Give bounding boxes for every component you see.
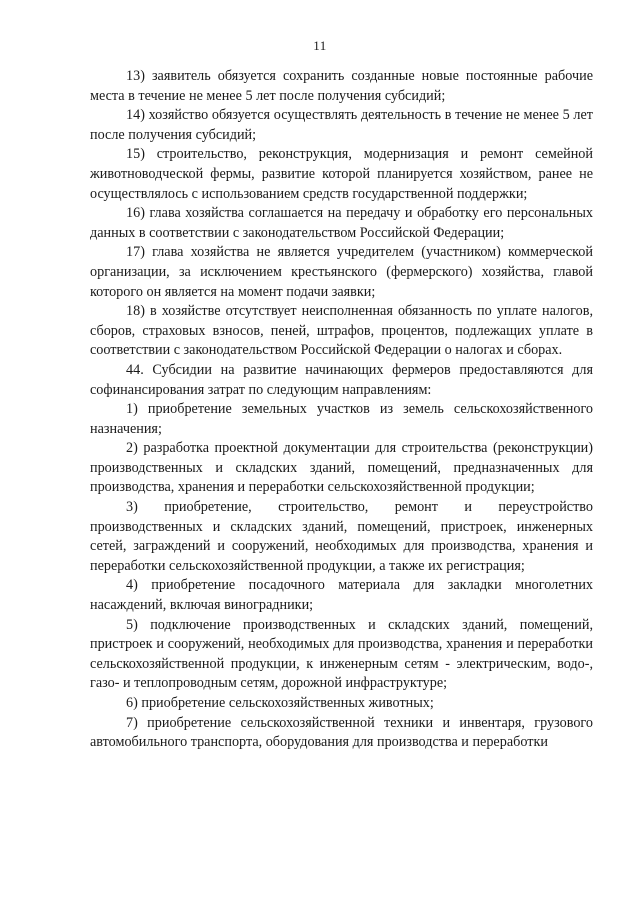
paragraph-item-15: 15) строительство, реконструкция, модернизация и ремонт семейной животноводческой фермы, развитие которой планируется хозяйством, ранее не осуществлялось с использованием средств государственной поддержки; [90, 146, 593, 202]
page-number: 11 [313, 38, 327, 53]
paragraph-item-13: 13) заявитель обязуется сохранить созданные новые постоянные рабочие места в течение не менее 5 лет после получения субсидий; [90, 68, 593, 104]
direction-item-5: 5) подключение производственных и складских зданий, помещений, пристроек и сооружений, необходимых для производства, хранения и переработки сельскохозяйственной продукции, к инженерным сетям - электрическим, водо-, газо- и теплопроводным сетям, дорожной инфраструктуре; [90, 616, 593, 692]
paragraph-item-14: 14) хозяйство обязуется осуществлять деятельность в течение не менее 5 лет после получения субсидий; [90, 107, 593, 143]
direction-item-2: 2) разработка проектной документации для строительства (реконструкции) производственных и складских зданий, помещений, предназначенных для производства, хранения и переработки сельскохозяйственной продукции; [90, 440, 593, 496]
paragraph-item-17: 17) глава хозяйства не является учредителем (участником) коммерческой организации, за исключением крестьянского (фермерского) хозяйства, главой которого он является на момент подачи заявки; [90, 244, 593, 300]
direction-item-1: 1) приобретение земельных участков из земель сельскохозяйственного назначения; [90, 401, 593, 437]
direction-item-3: 3) приобретение, строительство, ремонт и переустройство производственных и складских зданий, помещений, пристроек, инженерных сетей, заграждений и сооружений, необходимых для производства, хранения и переработки сельскохозяйственной продукции, а также их регистрация; [90, 499, 593, 574]
paragraph-item-16: 16) глава хозяйства соглашается на передачу и обработку его персональных данных в соответствии с законодательством Российской Федерации; [90, 205, 593, 241]
direction-item-6: 6) приобретение сельскохозяйственных животных; [126, 695, 434, 711]
direction-item-4: 4) приобретение посадочного материала для закладки многолетних насаждений, включая виноградники; [90, 577, 593, 614]
direction-item-7: 7) приобретение сельскохозяйственной техники и инвентаря, грузового автомобильного транспорта, оборудования для производства и переработки [90, 714, 593, 751]
section-44-intro: 44. Субсидии на развитие начинающих фермеров предоставляются для софинансирования затрат по следующим направлениям: [90, 361, 593, 398]
paragraph-item-18: 18) в хозяйстве отсутствует неисполненная обязанность по уплате налогов, сборов, страховых взносов, пеней, штрафов, процентов, подлежащих уплате в соответствии с законодательством Российской Федерации о налогах и сборах. [90, 303, 593, 359]
document-body [90, 67, 593, 753]
